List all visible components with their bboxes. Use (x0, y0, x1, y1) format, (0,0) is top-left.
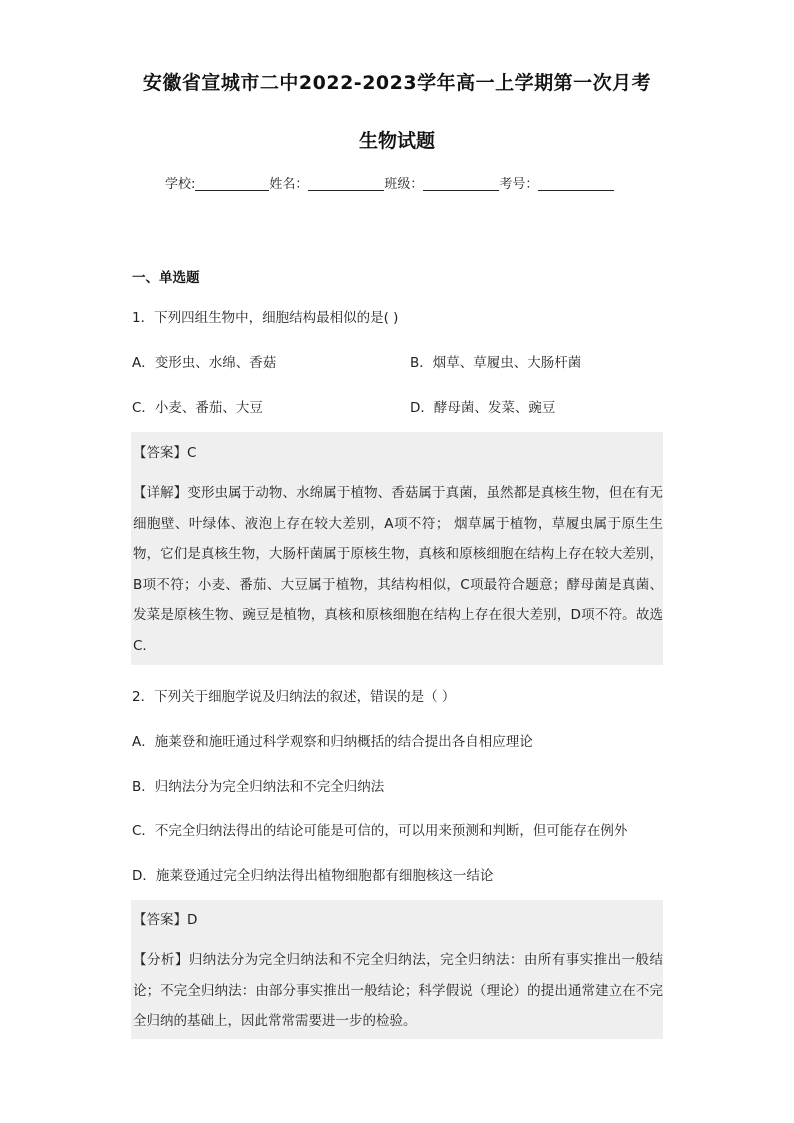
class-label: 班级： (384, 177, 424, 192)
question-1-option-d: D．酵母菌、发菜、豌豆 (410, 400, 556, 416)
exam-no-blank (538, 176, 614, 191)
question-1-answer-box (131, 432, 663, 665)
name-label: 姓名： (269, 177, 309, 192)
student-info-line (165, 173, 614, 192)
question-2-option-b: B．归纳法分为完全归纳法和不完全归纳法 (132, 779, 385, 795)
question-1-option-b: B．烟草、草履虫、大肠杆菌 (410, 355, 582, 371)
question-1-stem: 1．下列四组生物中，细胞结构最相似的是( ) (132, 310, 399, 326)
question-2-answer-box (131, 900, 663, 1039)
school-label: 学校: (165, 177, 196, 192)
school-blank (195, 176, 269, 191)
question-2-analysis: 【分析】归纳法分为完全归纳法和不完全归纳法，完全归纳法：由所有事实推出一般结论；不完全归纳法：由部分事实推出一般结论；科学假说（理论）的提出通常建立在不完全归纳的基础上，因此常常需要进一步的检验。 (133, 952, 663, 1029)
exam-title: 安徽省宣城市二中2022-2023学年高一上学期第一次月考 (142, 72, 652, 94)
question-2-option-d: D．施莱登通过完全归纳法得出植物细胞都有细胞核这一结论 (132, 868, 494, 884)
question-2-option-a: A．施莱登和施旺通过科学观察和归纳概括的结合提出各自相应理论 (132, 734, 533, 750)
exam-no-label: 考号： (499, 177, 539, 192)
question-2-option-c: C．不完全归纳法得出的结论可能是可信的，可以用来预测和判断，但可能存在例外 (132, 823, 628, 839)
question-2-stem: 2．下列关于细胞学说及归纳法的叙述，错误的是（ ） (132, 689, 456, 705)
question-2-answer: 【答案】D (133, 912, 198, 928)
question-1-explanation: 【详解】变形虫属于动物、水绵属于植物、香菇属于真菌，虽然都是真核生物，但在有无细胞壁、叶绿体、液泡上存在较大差别，A项不符； 烟草属于植物，草履虫属于原生生物，它们是真核生物，大肠杆菌属于原核生物，真核和原核细胞在结构上存在较大差别，B项不符；小麦、番茄、大豆属于植物，其结构相似，C项最符合题意；酵母菌是真菌、发菜是原核生物、豌豆是植物，真核和原核细胞在结构上存在很大差别，D项不符。故选C. (133, 485, 663, 654)
section-heading: 一、单选题 (132, 270, 200, 286)
question-1-option-a: A．变形虫、水绵、香菇 (132, 355, 277, 371)
exam-subtitle: 生物试题 (358, 130, 435, 152)
name-blank (308, 176, 384, 191)
question-1-answer: 【答案】C (133, 445, 197, 461)
question-1-option-c: C．小麦、番茄、大豆 (132, 400, 263, 416)
class-blank (423, 176, 499, 191)
